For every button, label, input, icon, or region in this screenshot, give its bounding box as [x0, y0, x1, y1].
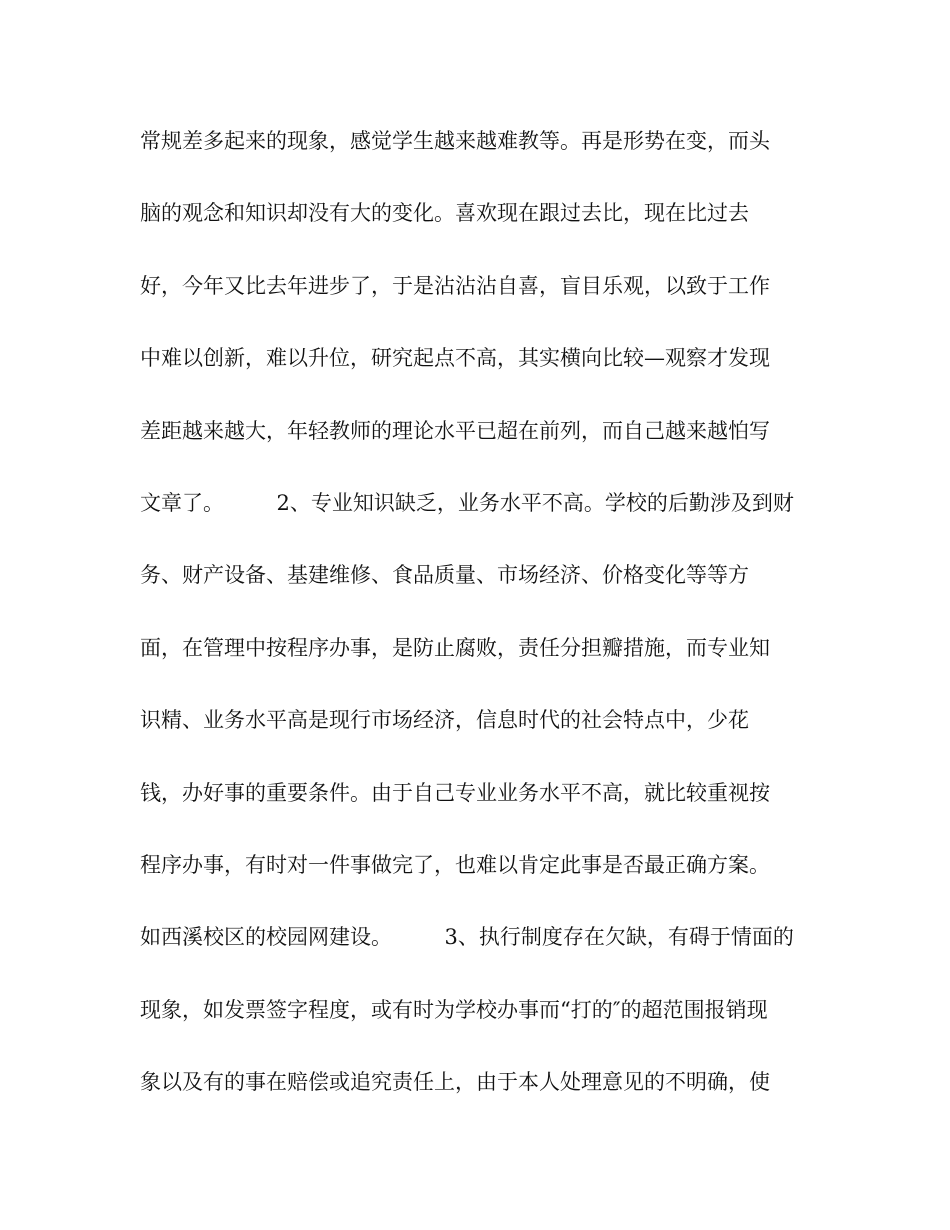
- text-line-10: 钱，办好事的重要条件。由于自己专业业务水平不高，就比较重视按: [140, 780, 770, 805]
- text-line-11: 程序办事，有时对一件事做完了，也难以肯定此事是否最正确方案。: [140, 852, 770, 877]
- text-line-7: 务、财产设备、基建维修、食品质量、市场经济、价格变化等等方: [140, 563, 749, 588]
- text-line-8: 面，在管理中按程序办事，是防止腐败，责任分担瓣措施，而专业知: [140, 635, 770, 660]
- text-line-13: 现象，如发票签字程度，或有时为学校办事而“打的″的超范围报销现: [140, 997, 768, 1022]
- text-line-6: 文章了。 2、专业知识缺乏，业务水平不高。学校的后勤涉及到财: [140, 490, 794, 515]
- text-line-9: 识精、业务水平高是现行市场经济，信息时代的社会特点中，少花: [140, 708, 749, 733]
- text-line-1: 常规差多起来的现象，感觉学生越来越难教等。再是形势在变，而头: [140, 129, 770, 153]
- text-line-14: 象以及有的事在赔偿或追究责任上，由于本人处理意见的不明确，使: [140, 1070, 770, 1095]
- text-line-12: 如西溪校区的校园网建设。 3、执行制度存在欠缺，有碍于情面的: [140, 925, 794, 950]
- text-line-3: 好，今年又比去年进步了，于是沾沾沾自喜，盲目乐观，以致于工作: [140, 273, 770, 298]
- text-line-2: 脑的观念和知识却没有大的变化。喜欢现在跟过去比，现在比过去: [140, 201, 749, 226]
- body-text: [140, 121, 820, 1134]
- text-line-4: 中难以创新，难以升位，研究起点不高，其实横向比较—观察才发现: [140, 346, 770, 371]
- text-line-5: 差距越来越大，年轻教师的理论水平已超在前列，而自己越来越怕写: [140, 418, 770, 443]
